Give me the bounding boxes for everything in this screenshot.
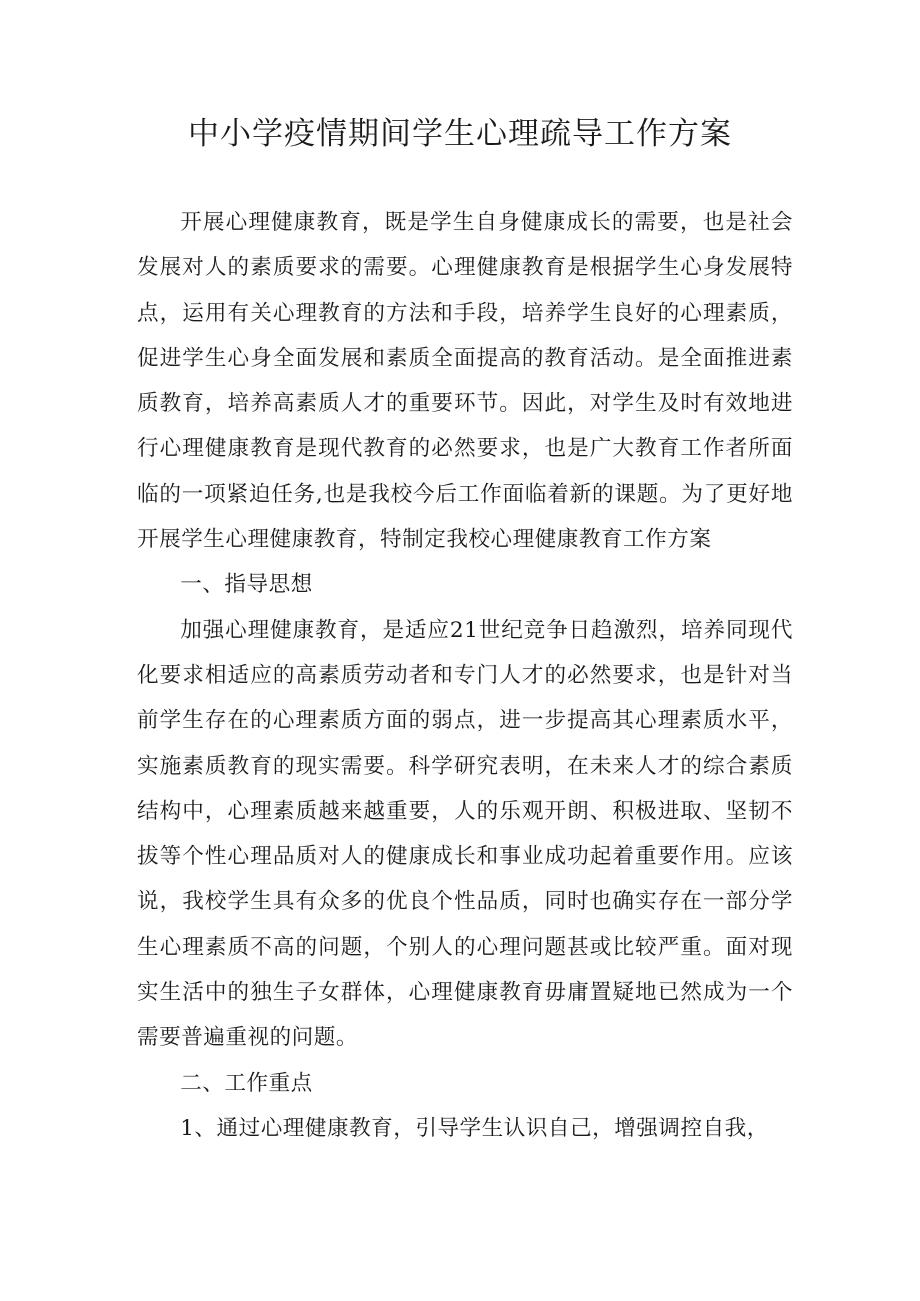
section-heading-guiding-ideology: 一、指导思想 [180, 572, 313, 598]
work-focus-item-1: 1、通过心理健康教育，引导学生认识自己，增强调控自我， [180, 1115, 769, 1141]
section-heading-work-focus: 二、工作重点 [180, 1070, 313, 1096]
document-body [137, 200, 793, 1151]
document-title: 中小学疫情期间学生心理疏导工作方案 [188, 116, 732, 152]
intro-paragraph: 开展心理健康教育，既是学生自身健康成长的需要，也是社会发展对人的素质要求的需要。心理健康教育是根据学生心身发展特点，运用有关心理教育的方法和手段，培养学生良好的心理素质，促进学生心身全面发展和素质全面提高的教育活动。是全面推进素质教育，培养高素质人才的重要环节。因此，对学生及时有效地进行心理健康教育是现代教育的必然要求，也是广大教育工作者所面临的一项紧迫任务,也是我校今后工作面临着新的课题。为了更好地开展学生心理健康教育，特制定我校心理健康教育工作方案 [137, 210, 793, 553]
guiding-ideology-paragraph: 加强心理健康教育，是适应21世纪竞争日趋激烈，培养同现代化要求相适应的高素质劳动者和专门人才的必然要求，也是针对当前学生存在的心理素质方面的弱点，进一步提高其心理素质水平，实施素质教育的现实需要。科学研究表明，在未来人才的综合素质结构中，心理素质越来越重要，人的乐观开朗、积极进取、坚韧不拔等个性心理品质对人的健康成长和事业成功起着重要作用。应该说，我校学生具有众多的优良个性品质，同时也确实存在一部分学生心理素质不高的问题，个别人的心理问题甚或比较严重。面对现实生活中的独生子女群体，心理健康教育毋庸置疑地已然成为一个需要普遍重视的问题。 [137, 617, 793, 1051]
